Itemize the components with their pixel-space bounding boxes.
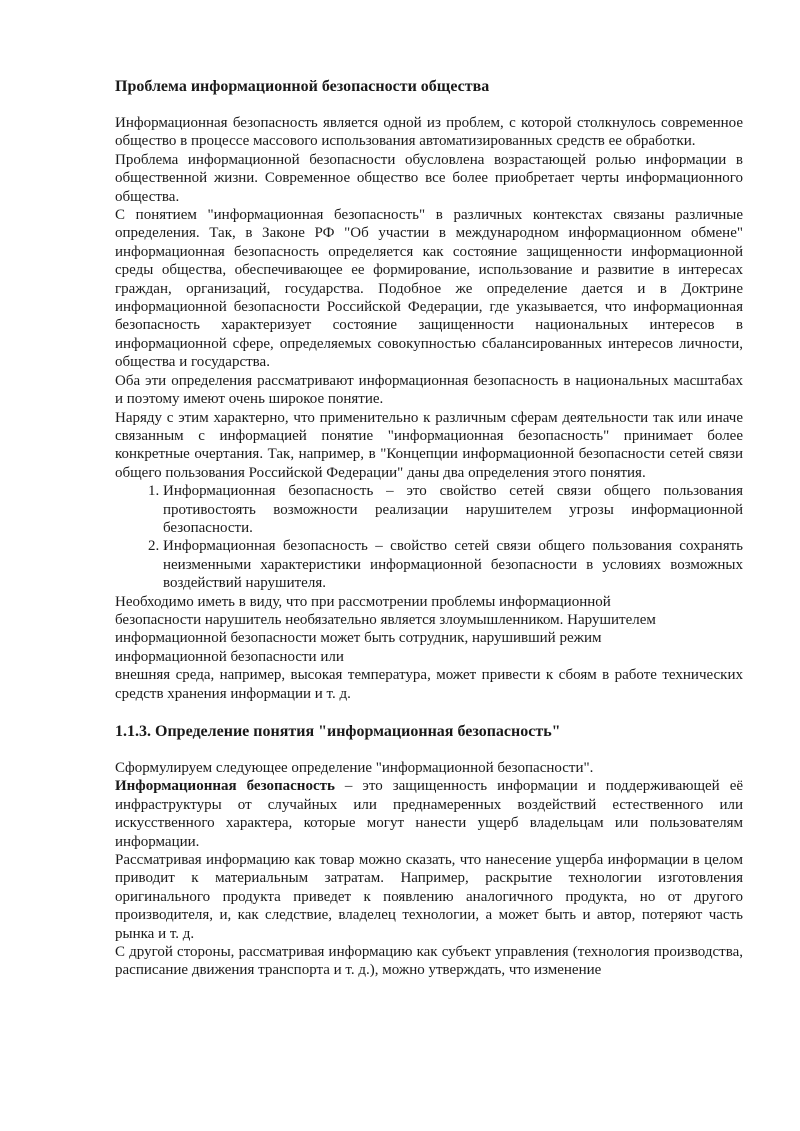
text-line: безопасности нарушитель необязательно является злоумышленником. Нарушителем (115, 611, 656, 628)
list-item: 2. Информационная безопасность – свойство сетей связи общего пользования сохранять неизменными характеристики информационной безопасности в условиях возможных воздействий нарушителя. (163, 537, 743, 592)
list-item: 1. Информационная безопасность – это свойство сетей связи общего пользования противостоять возможности реализации нарушителем угрозы информационной безопасности. (163, 482, 743, 537)
subsection-heading: 1.1.3. Определение понятия "информационная безопасность" (115, 723, 561, 740)
definition-term: Информационная безопасность (115, 778, 335, 795)
text-line: Необходимо иметь в виду, что при рассмотрении проблемы информационной (115, 593, 611, 610)
definition-paragraph (115, 777, 743, 851)
paragraph: Проблема информационной безопасности обусловлена возрастающей ролью информации в общественной жизни. Современное общество все более приобретает черты информационного общества. (115, 151, 743, 205)
document-page (115, 74, 743, 980)
paragraph: С понятием "информационная безопасность" в различных контекстах связаны различные определения. Так, в Законе РФ "Об участии в международном информационном обмене" информационная безопасность определяется как состояние защищенности информационной среды общества, обеспечивающее ее формирование, использование и развитие в интересах граждан, организаций, государства. Подобное же определение дается и в Доктрине информационной безопасности Российской Федерации, где указывается, что информационная безопасность характеризует состояние защищенности национальных интересов в информационной сфере, определяемых совокупностью сбалансированных интересов личности, общества и государства. (115, 207, 743, 371)
paragraph: Информационная безопасность является одной из проблем, с которой столкнулось современное общество в процессе массового использования автоматизированных средств ее обработки. (115, 115, 743, 150)
paragraph: Рассматривая информацию как товар можно сказать, что нанесение ущерба информации в целом приводит к материальным затратам. Например, раскрытие технологии изготовления оригинального продукта приведет к появлению аналогичного продукта, но от другого производителя, и, как следствие, владелец технологии, а может быть и автор, потеряют часть рынка и т. д. (115, 852, 743, 942)
section-heading: Проблема информационной безопасности общества (115, 78, 490, 95)
text-line: информационной безопасности или (115, 648, 344, 665)
paragraph: С другой стороны, рассматривая информацию как субъект управления (технология производства, расписание движения транспорта и т. д.), можно утверждать, что изменение (115, 944, 743, 979)
definitions-list (115, 482, 743, 592)
paragraph: Оба эти определения рассматривают информационная безопасность в национальных масштабах и поэтому имеют очень широкое понятие. (115, 372, 743, 408)
paragraph: внешняя среда, например, высокая температура, может привести к сбоям в работе технических средств хранения информации и т. д. (115, 667, 743, 702)
definition-text: – это защищенность информации и поддерживающей её инфраструктуры от случайных или преднамеренных воздействий естественного или искусственного характера, которые могут нанести ущерб владельцам или пользователям информации. (115, 778, 744, 850)
paragraph: Сформулируем следующее определение "информационной безопасности". (115, 760, 594, 776)
text-line: информационной безопасности может быть сотрудник, нарушивший режим (115, 630, 602, 647)
paragraph: Наряду с этим характерно, что применительно к различным сферам деятельности так или иначе связанным с информацией понятие "информационная безопасность" принимает более конкретные очертания. Так, например, в "Концепции информационной безопасности сетей связи общего пользования Российской Федерации" даны два определения этого понятия. (115, 409, 743, 481)
